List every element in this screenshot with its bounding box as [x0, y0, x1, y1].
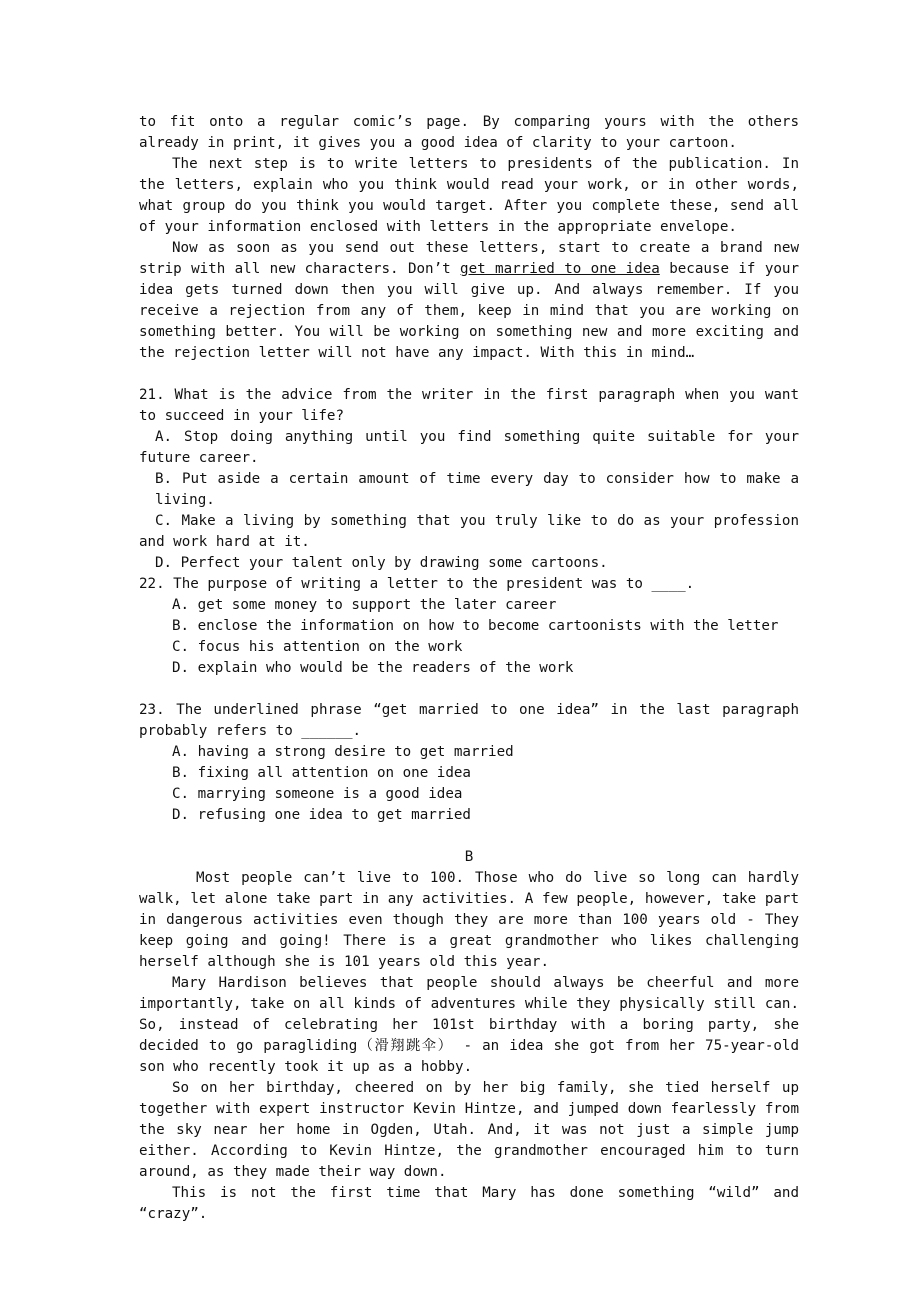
option-c: C. marrying someone is a good idea	[172, 786, 463, 802]
option-a: A. get some money to support the later career	[172, 597, 557, 613]
passage-b-paragraph-1: Most people can’t live to 100. Those who do live so long can hardly walk, let alone take part in any activities. A few people, however, take part in dangerous activities even though they are more than 100 years old - They keep going and going! There is a great grandmother who likes challenging herself although she is 101 years old this year.	[139, 870, 799, 970]
option-d: D. refusing one idea to get married	[172, 807, 471, 823]
document-page	[139, 112, 799, 1225]
passage-b-paragraph-2: Mary Hardison believes that people should always be cheerful and more importantly, take on all kinds of adventures while they physically still can. So, instead of celebrating her 101st birthday with a boring party, she decided to go paragliding（滑翔跳伞） - an idea she got from her 75-year-old son who recently took it up as a hobby.	[139, 975, 799, 1075]
passage-a-paragraph-1: to fit onto a regular comic’s page. By comparing yours with the others already in print, it gives you a good idea of clarity to your cartoon.	[139, 114, 799, 151]
paragraph-3-text-after: because if your idea gets turned down then you will give up. And always remember. If you receive a rejection from any of them, keep in mind that you are working on something better. You will be working on something new and more exciting and the rejection letter will not have any impact. With this in mind…	[139, 261, 799, 361]
question-stem: 21. What is the advice from the writer in the first paragraph when you want to succeed in your life?	[139, 387, 799, 424]
option-a: A. Stop doing anything until you find something quite suitable for your future career.	[139, 429, 799, 466]
option-a: A. having a strong desire to get married	[172, 744, 514, 760]
question-23	[139, 700, 799, 826]
question-stem: 22. The purpose of writing a letter to the president was to ____.	[139, 576, 695, 592]
passage-a-paragraph-2: The next step is to write letters to presidents of the publication. In the letters, explain who you think would read your work, or in other words, what group do you think you would target. After you complete these, send all of your information enclosed with letters in the appropriate envelope.	[139, 156, 799, 235]
option-c: C. focus his attention on the work	[172, 639, 463, 655]
question-stem: 23. The underlined phrase “get married to one idea” in the last paragraph probably refers to ______.	[139, 702, 799, 739]
option-b: B. Put aside a certain amount of time every day to consider how to make a living.	[155, 471, 799, 508]
question-22	[139, 574, 799, 679]
underlined-phrase: get married to one idea	[460, 261, 660, 277]
option-c: C. Make a living by something that you truly like to do as your profession and work hard at it.	[139, 513, 799, 550]
option-b: B. fixing all attention on one idea	[172, 765, 471, 781]
option-b: B. enclose the information on how to become cartoonists with the letter	[172, 618, 779, 634]
paragraph-3-text-before: Now as soon as you send out these letters, start to create a brand new strip with all new characters. Don’t	[139, 240, 799, 277]
section-heading: B	[464, 849, 474, 865]
passage-a-paragraph-3	[139, 238, 799, 364]
spacer	[139, 679, 799, 700]
option-d: D. explain who would be the readers of the work	[172, 660, 574, 676]
passage-b-paragraph-3: So on her birthday, cheered on by her big family, she tied herself up together with expert instructor Kevin Hintze, and jumped down fearlessly from the sky near her home in Ogden, Utah. And, it was not just a simple jump either. According to Kevin Hintze, the grandmother encouraged him to turn around, as they made their way down.	[139, 1080, 799, 1180]
spacer	[139, 826, 799, 847]
spacer	[139, 364, 799, 385]
option-d: D. Perfect your talent only by drawing some cartoons.	[155, 555, 608, 571]
passage-b-paragraph-4: This is not the first time that Mary has done something “wild” and “crazy”.	[139, 1185, 799, 1222]
question-21	[139, 385, 799, 574]
